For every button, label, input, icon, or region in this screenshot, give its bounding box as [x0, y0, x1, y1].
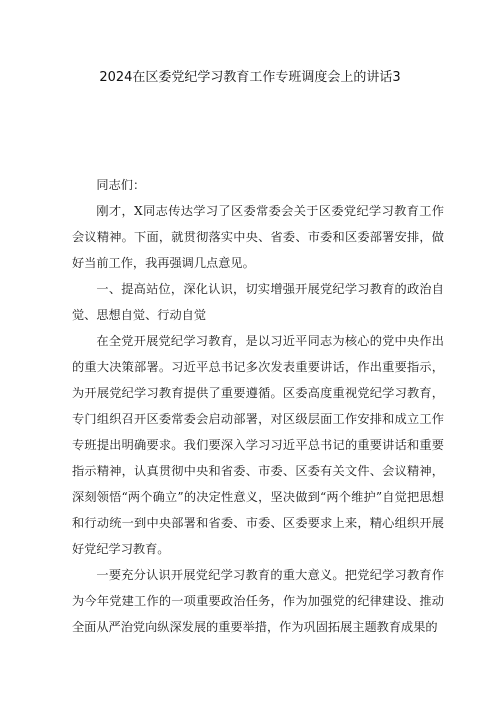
section-heading-1: 一、提高站位，深化认识，切实增强开展党纪学习教育的政治自觉、思想自觉、行动自觉 [72, 282, 444, 322]
salutation-paragraph: 同志们： [96, 178, 146, 192]
body-paragraph: 一要充分认识开展党纪学习教育的重大意义。把党纪学习教育作为今年党建工作的一项重要政治任务，作为加强党的纪律建设、推动全面从严治党向纵深发展的重要举措，作为巩固拓展主题教育成果的 [72, 568, 444, 634]
body-paragraph: 在全党开展党纪学习教育，是以习近平同志为核心的党中央作出的重大决策部署。习近平总书记多次发表重要讲话，作出重要指示，为开展党纪学习教育提供了重要遵循。区委高度重视党纪学习教育，专门组织召开区委常委会启动部署，对区级层面工作安排和成立工作专班提出明确要求。我们要深入学习习近平总书记的重要讲话和重要指示精神，认真贯彻中央和省委、市委、区委有关文件、会议精神，深刻领悟“两个确立”的决定性意义，坚决做到“两个维护”自觉把思想和行动统一到中央部署和省委、市委、区委要求上来，精心组织开展好党纪学习教育。 [72, 334, 444, 556]
intro-paragraph: 刚才，X同志传达学习了区委常委会关于区委党纪学习教育工作会议精神。下面，就贯彻落实中央、省委、市委和区委部署安排，做好当前工作，我再强调几点意见。 [72, 204, 444, 270]
document-body [72, 172, 444, 640]
document-title: 2024在区委党纪学习教育工作专班调度会上的讲话3 [99, 70, 401, 85]
